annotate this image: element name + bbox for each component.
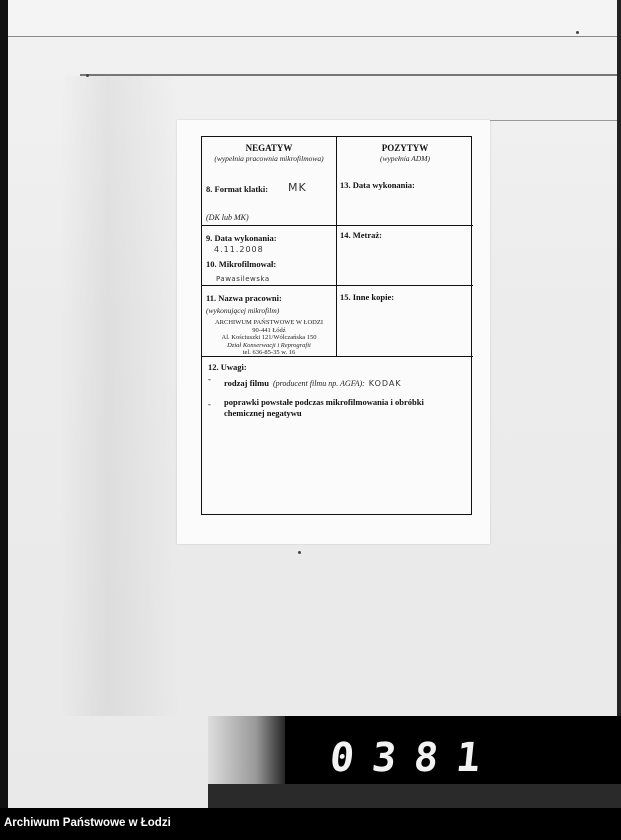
film-type-line bbox=[224, 373, 402, 391]
copies-label: 15. Inne kopie: bbox=[340, 292, 395, 302]
negatyw-subtitle: (wypełnia pracownia mikrofilmowa) bbox=[214, 154, 324, 163]
negatyw-title: NEGATYW bbox=[245, 143, 293, 153]
film-edge-left bbox=[0, 0, 8, 808]
divider bbox=[202, 285, 473, 286]
stamp-line: Al. Kościuszki 121/Wólczańska 150 bbox=[221, 334, 317, 341]
filmer-label: 10. Mikrofilmował: bbox=[206, 259, 277, 269]
pozytyw-subtitle: (wypełnia ADM) bbox=[379, 154, 431, 163]
film-type-label: rodzaj filmu bbox=[224, 378, 269, 388]
date-value: 4.11.2008 bbox=[214, 245, 264, 254]
footer-label: Archiwum Państwowe w Łodzi bbox=[4, 817, 171, 829]
speck bbox=[86, 74, 89, 77]
form-sheet bbox=[177, 120, 490, 544]
bullet: - bbox=[208, 399, 211, 409]
pozytyw-title: POZYTYW bbox=[381, 143, 429, 153]
stamp-line: Dział Konserwacji i Reprografii bbox=[227, 341, 311, 349]
format-hint: (DK lub MK) bbox=[206, 213, 249, 222]
archive-stamp bbox=[204, 319, 334, 357]
film-type-hint: (producent filmu np. AGFA): bbox=[272, 379, 365, 388]
divider bbox=[336, 137, 337, 356]
lab-label: 11. Nazwa pracowni: bbox=[206, 293, 282, 303]
stamp-line: tel. 636-85-35 w. 16 bbox=[242, 349, 296, 356]
positive-date-label: 13. Data wykonania: bbox=[340, 180, 415, 190]
divider bbox=[490, 120, 617, 121]
lab-sub: (wykonującej mikrofilm) bbox=[206, 306, 280, 315]
divider bbox=[8, 36, 617, 37]
footer-bar bbox=[0, 808, 621, 840]
film-edge-right bbox=[617, 0, 621, 720]
uwagi-label: 12. Uwagi: bbox=[208, 362, 247, 372]
film-strip-bottom bbox=[208, 784, 621, 808]
corrections-note: poprawki powstałe podczas mikrofilmowania i obróbki chemicznej negatywu bbox=[224, 397, 424, 418]
microfilm-form bbox=[201, 136, 472, 515]
stamp-line: 90-441 Łódź bbox=[252, 326, 286, 334]
format-value: MK bbox=[288, 181, 307, 194]
speck bbox=[576, 31, 579, 34]
stamp-line: ARCHIWUM PAŃSTWOWE W ŁODZI bbox=[214, 319, 324, 326]
date-label: 9. Data wykonania: bbox=[206, 233, 277, 243]
frame-number: 0381 bbox=[327, 735, 501, 781]
shadow bbox=[60, 76, 180, 716]
film-top-band bbox=[8, 0, 617, 37]
bullet: - bbox=[208, 374, 211, 384]
speck bbox=[298, 551, 301, 554]
film-type-value: KODAK bbox=[368, 379, 402, 388]
divider bbox=[202, 225, 473, 226]
filmer-signature: Pawasilewska bbox=[216, 275, 270, 283]
length-label: 14. Metraż: bbox=[340, 230, 383, 240]
format-label: 8. Format klatki: bbox=[206, 184, 269, 194]
